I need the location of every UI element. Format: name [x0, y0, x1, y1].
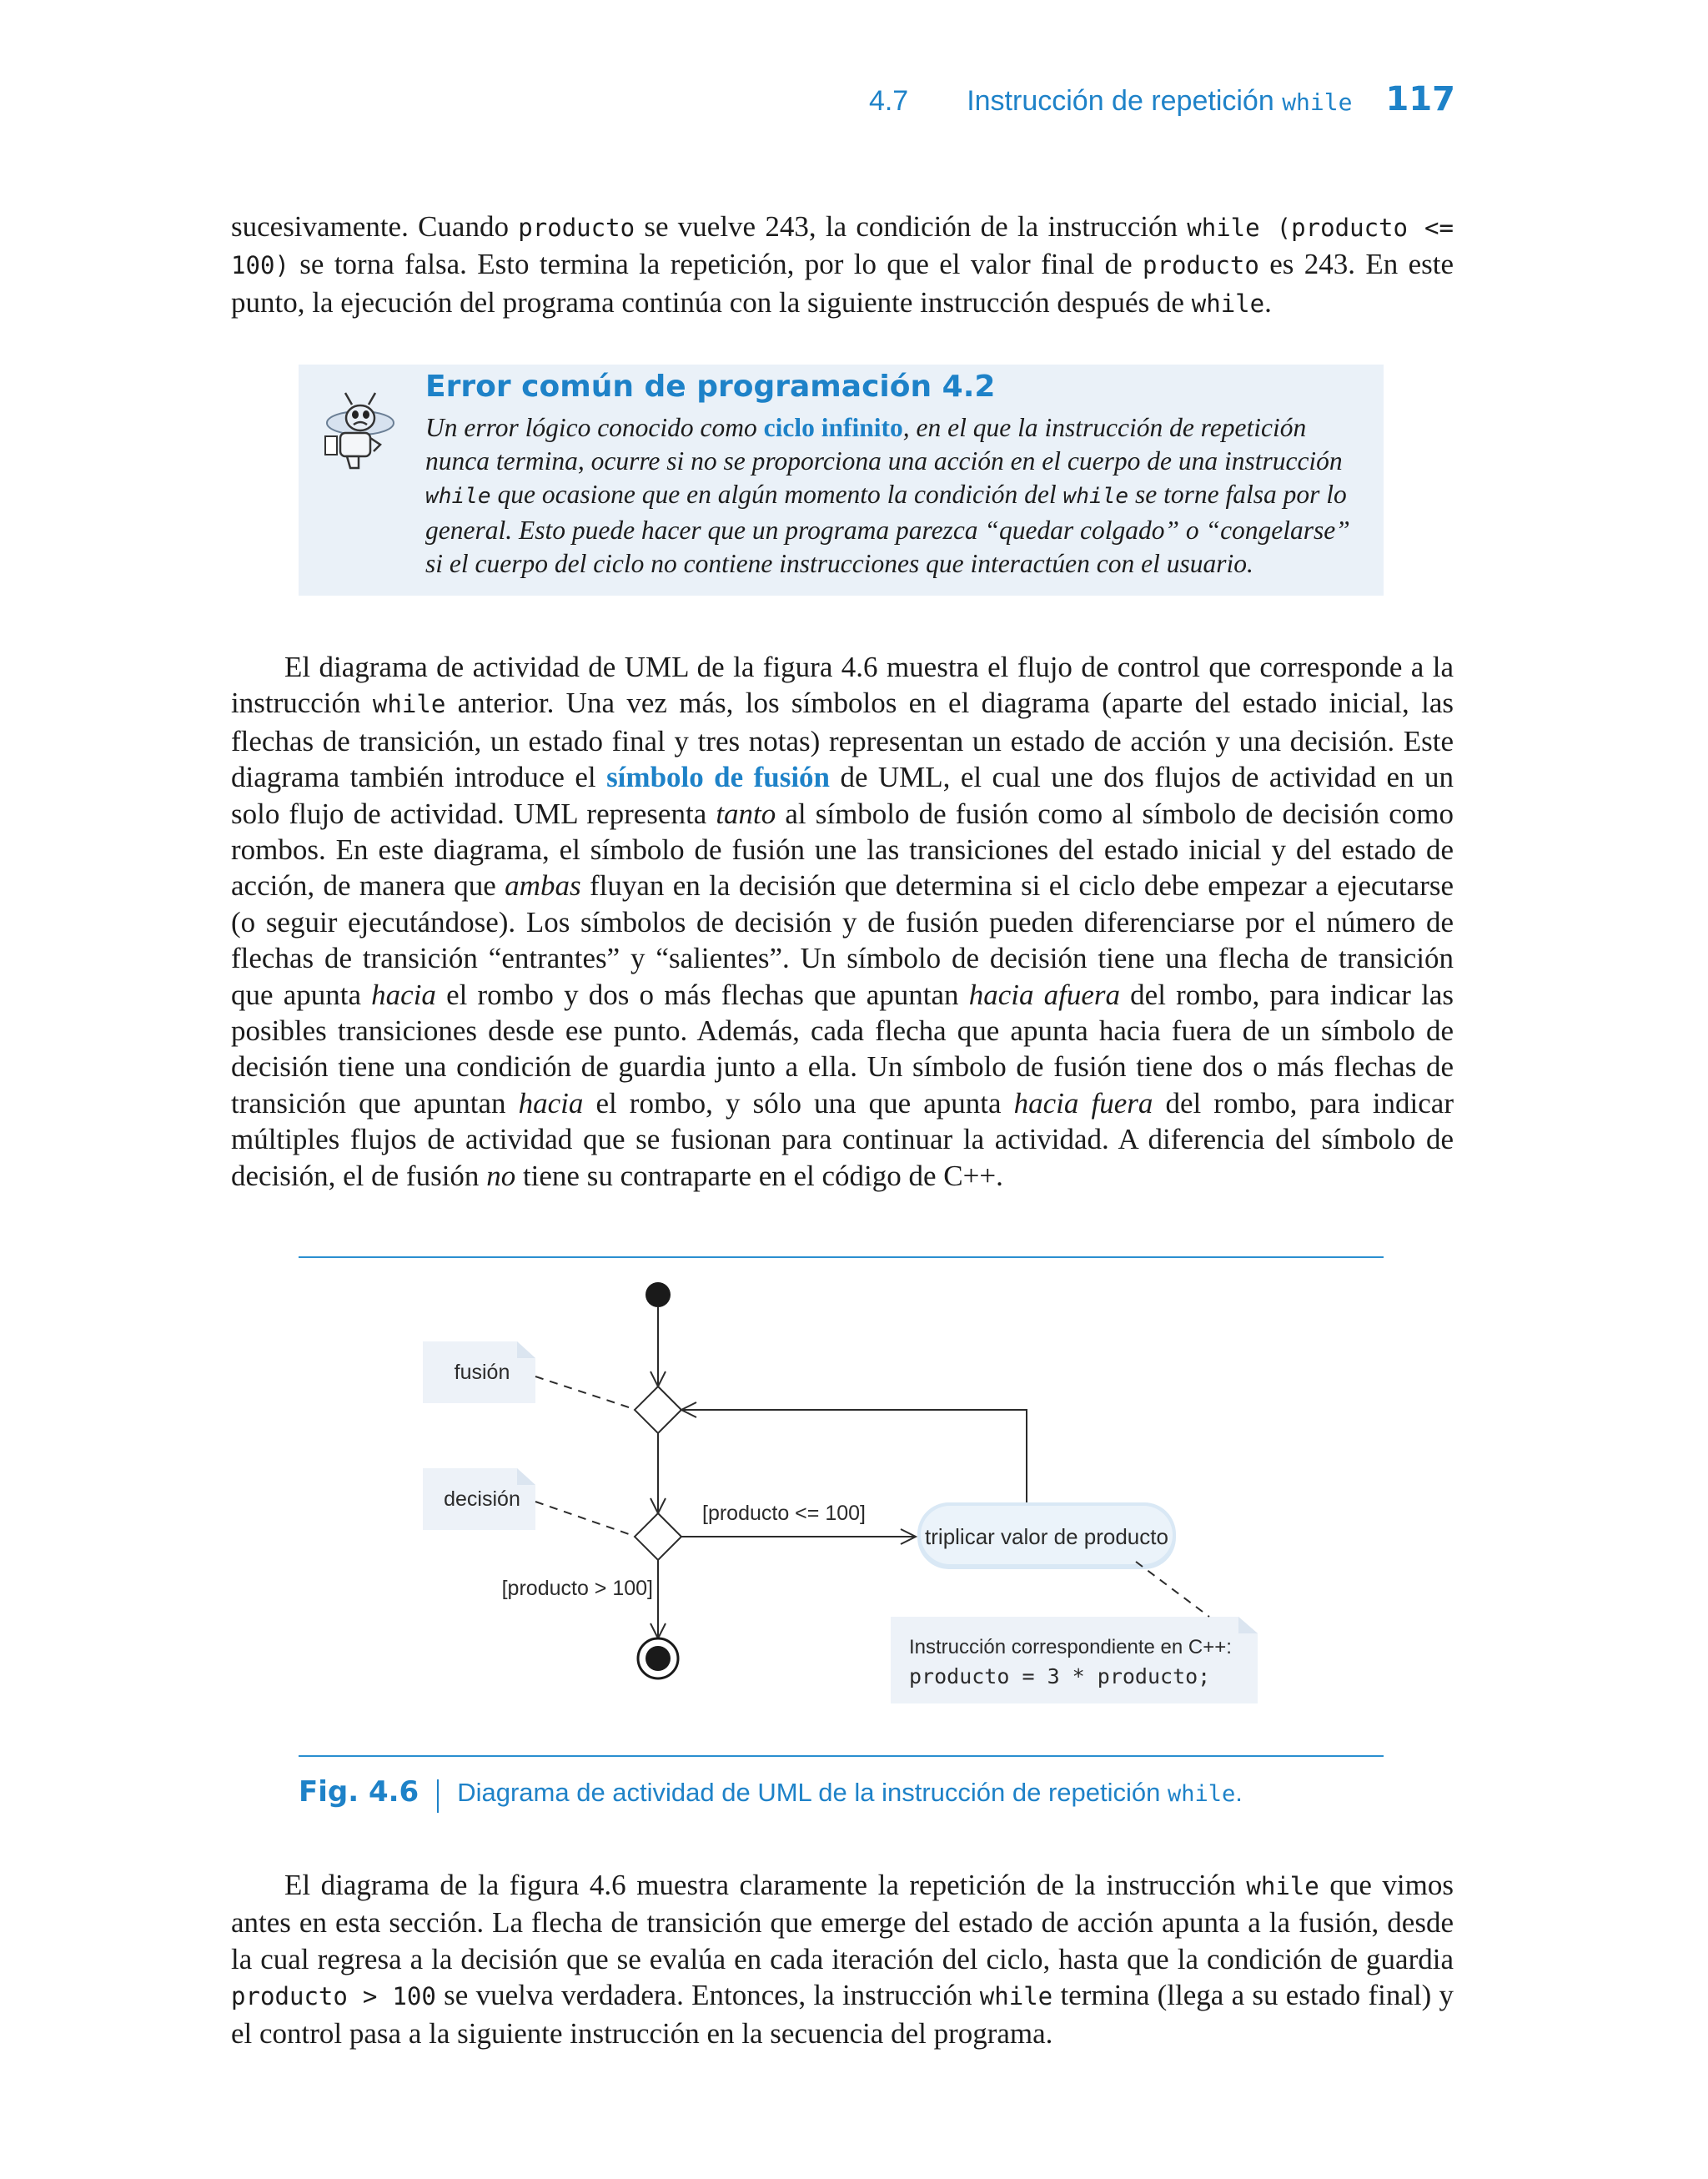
term-merge-symbol: símbolo de fusión — [606, 761, 831, 794]
guard-true: [producto <= 100] — [702, 1502, 866, 1525]
common-error-box — [299, 365, 1384, 596]
note-code-fold — [1238, 1617, 1258, 1633]
error-box-text: Un error lógico conocido como ciclo infinito, en el que la instrucción de repetición nunca termina, ocurre si no se proporciona una acción en el cuerpo de una instrucción while que ocasione que en algún momento la condición del while se torne falsa por lo general. Esto puede hacer que un programa parezca “quedar colgado” o “congelarse” si el cuerpo del ciclo no contiene instrucciones que interactúen con el usuario. — [425, 413, 1350, 578]
transition-action-to-merge — [681, 1410, 1027, 1514]
uml-activity-diagram — [0, 1251, 1708, 1769]
note-decision-connector — [535, 1502, 631, 1535]
section-number: 4.7 — [868, 85, 909, 117]
figure-bottom-rule — [299, 1755, 1384, 1757]
note-decision-fold — [517, 1468, 535, 1485]
page-number: 117 — [1385, 80, 1455, 118]
decision-symbol — [635, 1513, 681, 1560]
paragraph-2: El diagrama de actividad de UML de la figura 4.6 muestra el flujo de control que corresponde a la instrucción while anterior. Una vez más, los símbolos en el diagrama (aparte del estado inicial, las flechas de transición, un estado final y tres notas) representan un estado de acción y una decisión. Este diagrama también introduce el símbolo de fusión de UML, el cual une dos flujos de actividad en un solo flujo de actividad. UML representa tanto al símbolo de fusión como al símbolo de decisión como rombos. En este diagrama, el símbolo de fusión une las transiciones del estado inicial y del estado de acción, de manera que ambas fluyan en la decisión que determina si el ciclo debe empezar a ejecutarse (o seguir ejecutándose). Los símbolos de decisión y de fusión pueden diferenciarse por el número de flechas de transición “entrantes” y “salientes”. Un símbolo de decisión tiene una flecha de transición que apunta hacia el rombo y dos o más flechas que apuntan hacia afuera del rombo, para indicar las posibles transiciones desde ese punto. Además, cada flecha que apunta hacia fuera de un símbolo de decisión tiene una condición de guardia junto a ella. Un símbolo de fusión tiene dos o más flechas de transición que apuntan hacia el rombo, y sólo una que apunta hacia fuera del rombo, para indicar múltiples flujos de actividad que se fusionan para continuar la actividad. A diferencia del símbolo de decisión, el de fusión no tiene su contraparte en el código de C++. — [231, 651, 1454, 1192]
note-code-connector — [1136, 1562, 1209, 1617]
merge-symbol — [635, 1386, 681, 1433]
paragraph-3: El diagrama de la figura 4.6 muestra claramente la repetición de la instrucción while que vimos antes en esta sección. La flecha de transición que emerge del estado de acción apunta a la fusión, desde la cual regresa a la decisión que se evalúa en cada iteración del ciclo, hasta que la condición de guardia producto > 100 se vuelva verdadera. Entonces, la instrucción while termina (llega a su estado final) y el control pasa a la siguiente instrucción en la secuencia del programa. — [231, 1869, 1454, 2050]
error-box-title: Error común de programación 4.2 — [425, 370, 996, 404]
action-label: triplicar valor de producto — [925, 1524, 1168, 1549]
note-merge-label: fusión — [454, 1361, 510, 1384]
caption-text: Diagrama de actividad de UML de la instrucción de repetición while. — [457, 1778, 1243, 1807]
note-merge-fold — [517, 1341, 535, 1358]
caption-separator — [437, 1779, 439, 1813]
final-state-core — [646, 1646, 671, 1671]
note-code-label: Instrucción correspondiente en C++: — [909, 1636, 1232, 1658]
section-title: Instrucción de repetición while — [967, 85, 1353, 117]
section-title-code: while — [1282, 88, 1353, 116]
caption-label: Fig. 4.6 — [299, 1775, 419, 1809]
figure-caption — [299, 1775, 1383, 1817]
term-infinite-loop: ciclo infinito — [763, 413, 903, 442]
running-header — [834, 80, 1455, 122]
note-code-statement: producto = 3 * producto; — [909, 1664, 1211, 1688]
paragraph-1: sucesivamente. Cuando producto se vuelve 243, la condición de la instrucción while (producto <= 100) se torna falsa. Esto termina la repetición, por lo que el valor final de producto es 243. En este punto, la ejecución del programa continúa con la siguiente instrucción después de while. — [231, 210, 1454, 319]
note-decision-label: decisión — [444, 1487, 520, 1511]
note-code — [891, 1617, 1258, 1703]
initial-state — [646, 1282, 671, 1307]
bug-thumbs-down-icon — [322, 390, 399, 470]
note-merge-connector — [535, 1376, 631, 1408]
guard-false: [producto > 100] — [501, 1577, 653, 1600]
